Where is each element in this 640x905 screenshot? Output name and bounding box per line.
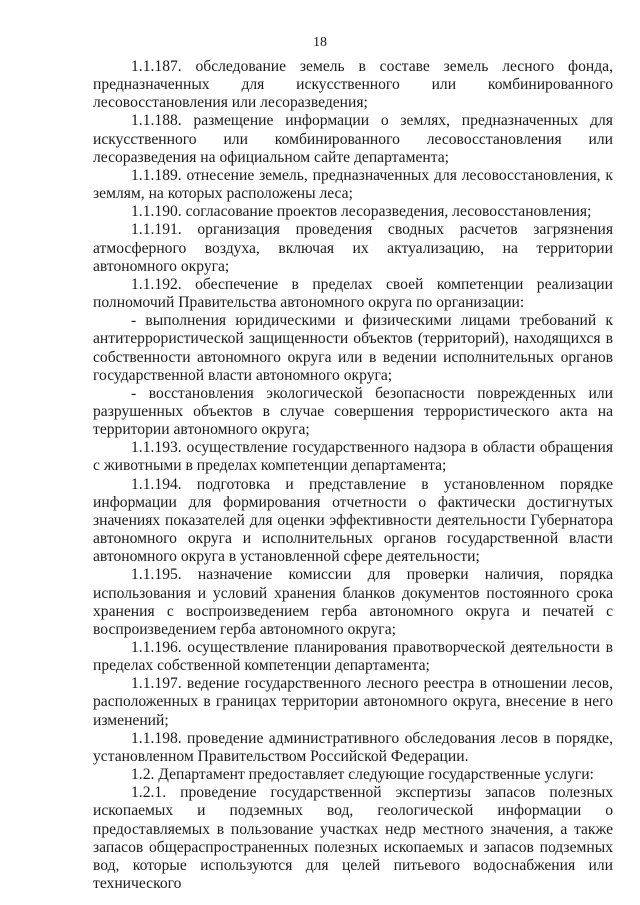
paragraph-list-item-antiterror: - выполнения юридическими и физическими лицами требований к антитеррористической защищенности объектов (территорий), находящихся в собственности автономного округа или в ведении исполнительных органов государственной власти автономного округа;: [93, 312, 613, 384]
paragraph-1-2: 1.2. Департамент предоставляет следующие государственные услуги:: [131, 766, 594, 784]
paragraph-1-1-196: 1.1.196. осуществление планирования правотворческой деятельности в пределах собственной компетенции департамента;: [93, 639, 613, 675]
paragraph-1-1-195: 1.1.195. назначение комиссии для проверки наличия, порядка использования и условий хранения бланков документов постоянного срока хранения с воспроизведением герба автономного округа и печатей с воспроизведением герба автономного округа;: [93, 566, 613, 638]
paragraph-1-2-1: 1.2.1. проведение государственной экспертизы запасов полезных ископаемых и подземных вод, геологической информации о предоставляемых в пользование участках недр местного значения, а также запасов общераспространенных полезных ископаемых и запасов подземных вод, которые используются для целей питьевого водоснабжения или технического: [93, 784, 613, 893]
paragraph-1-1-198: 1.1.198. проведение административного обследования лесов в порядке, установленном Правительством Российской Федерации.: [93, 729, 613, 765]
paragraph-1-1-191: 1.1.191. организация проведения сводных расчетов загрязнения атмосферного воздуха, включая их актуализацию, на территории автономного округа;: [93, 221, 613, 275]
paragraph-1-1-197: 1.1.197. ведение государственного лесного реестра в отношении лесов, расположенных в границах территории автономного округа, внесение в него изменений;: [93, 675, 613, 729]
document-body: [93, 58, 613, 893]
paragraph-1-1-187: 1.1.187. обследование земель в составе земель лесного фонда, предназначенных для искусственного или комбинированного лесовосстановления или лесоразведения;: [93, 58, 613, 112]
paragraph-1-1-194: 1.1.194. подготовка и представление в установленном порядке информации для формирования отчетности о фактически достигнутых значениях показателей для оценки эффективности деятельности Губернатора автономного округа и исполнительных органов государственной власти автономного округа в установленной сфере деятельности;: [93, 475, 613, 566]
paragraph-1-1-192: 1.1.192. обеспечение в пределах своей компетенции реализации полномочий Правительства автономного округа по организации:: [93, 275, 613, 312]
paragraph-list-item-ecology: - восстановления экологической безопасности поврежденных или разрушенных объектов в случае совершения террористического акта на территории автономного округа;: [93, 384, 613, 439]
paragraph-1-1-188: 1.1.188. размещение информации о землях, предназначенных для искусственного или комбинированного лесовосстановления или лесоразведения на официальном сайте департамента;: [93, 112, 613, 166]
paragraph-1-1-193: 1.1.193. осуществление государственного надзора в области обращения с животными в пределах компетенции департамента;: [93, 439, 613, 475]
paragraph-1-1-190: 1.1.190. согласование проектов лесоразведения, лесовосстановления;: [131, 203, 592, 221]
page-number: 18: [313, 35, 327, 50]
paragraph-1-1-189: 1.1.189. отнесение земель, предназначенных для лесовосстановления, к землям, на которых расположены леса;: [93, 166, 613, 203]
